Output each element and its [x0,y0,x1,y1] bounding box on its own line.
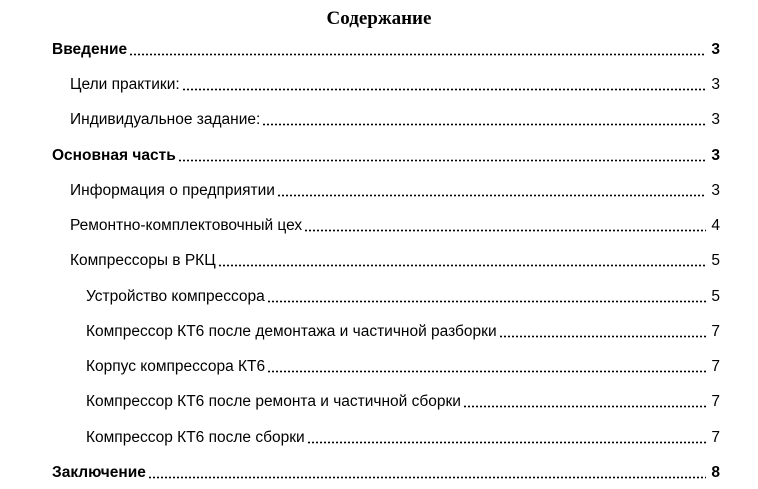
dot-leader [307,428,706,444]
toc-entry-label: Компрессор КТ6 после сборки [86,429,305,446]
dot-leader [129,40,706,56]
toc-entry-label: Информация о предприятии [70,182,275,199]
toc-page-number: 7 [711,323,720,340]
toc-entry-individual-task[interactable] [0,106,720,130]
toc-entry-kt6-assembly[interactable] [0,424,720,448]
toc-page-number: 8 [711,464,720,481]
toc-page-number: 7 [711,393,720,410]
dot-leader [267,357,706,373]
toc-page-number: 7 [711,358,720,375]
toc-entry-conclusion[interactable] [0,459,720,483]
toc-entry-compressor-design[interactable] [0,283,720,307]
toc-page-number: 3 [711,111,720,128]
toc-page-number: 3 [711,41,720,58]
toc-page-number: 3 [711,76,720,93]
toc-entry-label: Основная часть [52,147,176,164]
toc-entry-kt6-repair[interactable] [0,388,720,412]
dot-leader [148,463,706,479]
toc-entry-label: Устройство компрессора [86,288,265,305]
dot-leader [277,181,706,197]
dot-leader [499,322,706,338]
toc-entry-label: Корпус компрессора КТ6 [86,358,266,375]
dot-leader [463,392,706,408]
dot-leader [182,75,706,91]
toc-entry-label: Заключение [52,464,146,481]
toc-page-number: 5 [711,288,720,305]
toc-title: Содержание [326,8,432,29]
dot-leader [218,251,706,267]
toc-entry-repair-shop[interactable] [0,212,720,236]
toc-page-number: 5 [711,252,720,269]
toc-entry-label: Ремонтно-комплектовочный цех [70,217,303,234]
toc-entry-label: Компрессор КТ6 после ремонта и частичной сборки [86,393,461,410]
toc-entry-compressors[interactable] [0,247,720,271]
toc-entry-label: Введение [52,41,128,58]
toc-entry-kt6-disassembly[interactable] [0,318,720,342]
toc-entry-introduction[interactable] [0,36,720,60]
toc-entry-label: Индивидуальное задание: [70,111,261,128]
toc-entry-label: Компрессоры в РКЦ [70,252,216,269]
toc-entry-main-part[interactable] [0,142,720,166]
toc-page-number: 4 [711,217,720,234]
toc-page-number: 3 [711,182,720,199]
toc-page-number: 7 [711,429,720,446]
toc-entry-practice-goals[interactable] [0,71,720,95]
toc-entry-label: Компрессор КТ6 после демонтажа и частичной разборки [86,323,497,340]
dot-leader [267,287,706,303]
toc-entry-label: Цели практики: [70,76,180,93]
dot-leader [304,216,706,232]
dot-leader [262,110,706,126]
dot-leader [178,146,706,162]
toc-entry-kt6-housing[interactable] [0,353,720,377]
toc-page-number: 3 [711,147,720,164]
toc-entry-company-info[interactable] [0,177,720,201]
